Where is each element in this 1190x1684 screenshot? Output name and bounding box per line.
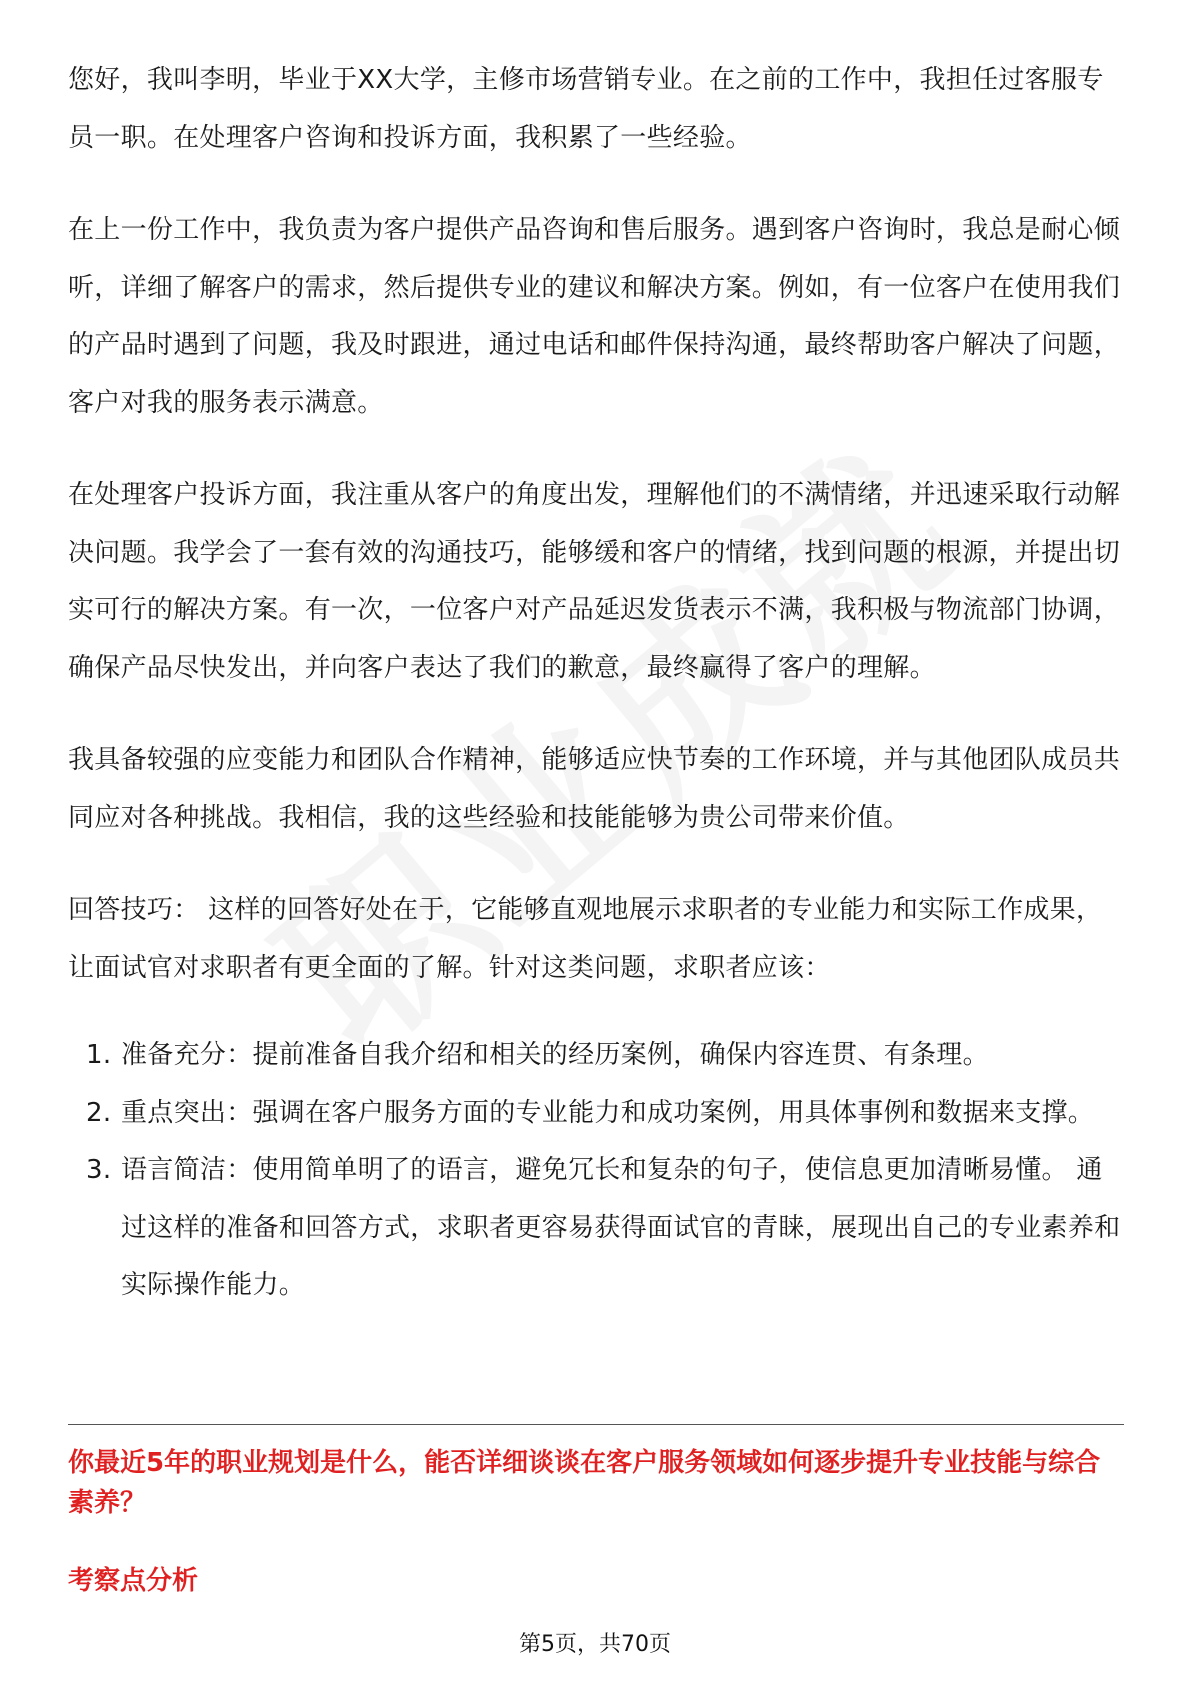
analysis-heading: 考察点分析 (68, 1566, 199, 1596)
list-item (68, 1085, 1124, 1143)
paragraph-previous-job: 在上一份工作中，我负责为客户提供产品咨询和售后服务。遇到客户咨询时，我总是耐心倾听，详细了解客户的需求，然后提供专业的建议和解决方案。例如，有一位客户在使用我们的产品时遇到了问题，我及时跟进，通过电话和邮件保持沟通，最终帮助客户解决了问题，客户对我的服务表示满意。 (68, 215, 1121, 418)
list-item-text: 重点突出：强调在客户服务方面的专业能力和成功案例，用具体事例和数据来支撑。 (121, 1097, 1095, 1128)
paragraph-answer-tips: 回答技巧： 这样的回答好处在于，它能够直观地展示求职者的专业能力和实际工作成果，让面试官对求职者有更全面的了解。针对这类问题，求职者应该： (68, 895, 1103, 983)
document-body (68, 52, 1124, 1315)
page-number: 第5页，共70页 (519, 1632, 671, 1657)
tips-list (68, 1027, 1124, 1315)
list-item-text: 语言简洁：使用简单明了的语言，避免冗长和复杂的句子，使信息更加清晰易懂。 通过这样的准备和回答方式，求职者更容易获得面试官的青睐，展现出自己的专业素养和实际操作能力。 (121, 1155, 1121, 1300)
list-item-number: 2. (86, 1097, 112, 1128)
list-item-text: 准备充分：提前准备自我介绍和相关的经历案例，确保内容连贯、有条理。 (121, 1040, 989, 1070)
paragraph-intro: 您好，我叫李明，毕业于XX大学，主修市场营销专业。在之前的工作中，我担任过客服专员一职。在处理客户咨询和投诉方面，我积累了一些经验。 (68, 65, 1104, 153)
list-item (68, 1142, 1124, 1315)
next-question-heading: 你最近5年的职业规划是什么，能否详细谈谈在客户服务领域如何逐步提升专业技能与综合素养？ (68, 1448, 1101, 1518)
paragraph-complaints: 在处理客户投诉方面，我注重从客户的角度出发，理解他们的不满情绪，并迅速采取行动解决问题。我学会了一套有效的沟通技巧，能够缓和客户的情绪，找到问题的根源，并提出切实可行的解决方案。有一次，一位客户对产品延迟发货表示不满，我积极与物流部门协调，确保产品尽快发出，并向客户表达了我们的歉意，最终赢得了客户的理解。 (68, 480, 1121, 683)
section-divider (68, 1424, 1124, 1425)
list-item (68, 1027, 1124, 1085)
paragraph-teamwork: 我具备较强的应变能力和团队合作精神，能够适应快节奏的工作环境，并与其他团队成员共同应对各种挑战。我相信，我的这些经验和技能能够为贵公司带来价值。 (68, 745, 1121, 833)
list-item-number: 1. (86, 1040, 112, 1070)
list-item-number: 3. (86, 1155, 112, 1185)
